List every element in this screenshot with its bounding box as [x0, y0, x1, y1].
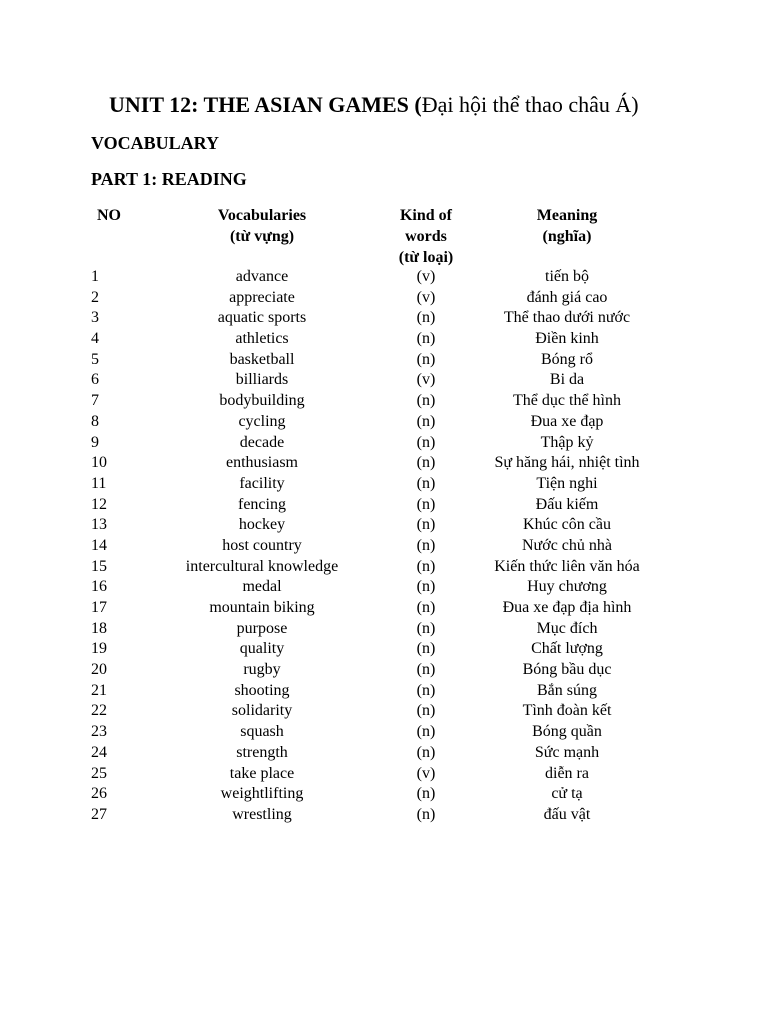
- word-kind: (n): [416, 412, 436, 430]
- vocabulary-word: bodybuilding: [219, 392, 305, 410]
- column-header-meaning-line1: Meaning: [536, 207, 598, 224]
- word-meaning: Bắn súng: [537, 681, 597, 699]
- word-meaning: Đua xe đạp địa hình: [502, 599, 632, 616]
- row-number: 8: [91, 412, 99, 430]
- row-number: 6: [91, 371, 99, 389]
- column-header-kind-line3: (từ loại): [398, 249, 454, 266]
- vocabulary-word: athletics: [235, 330, 289, 348]
- column-header-kind-line2: words: [405, 228, 447, 245]
- vocabulary-word: aquatic sports: [217, 309, 307, 327]
- vocabulary-word: medal: [242, 578, 282, 596]
- word-meaning: Tiện nghi: [536, 474, 598, 492]
- table-row: [0, 288, 768, 309]
- vocabulary-word: rugby: [243, 661, 281, 679]
- word-meaning: đánh giá cao: [526, 288, 608, 306]
- word-kind: (n): [416, 619, 436, 637]
- word-meaning: Bi da: [549, 371, 585, 389]
- word-kind: (n): [416, 392, 436, 410]
- word-kind: (n): [416, 495, 436, 513]
- word-kind: (n): [416, 578, 436, 596]
- column-header-no: [97, 205, 129, 226]
- table-row: [0, 805, 768, 826]
- vocabulary-word: cycling: [238, 412, 286, 430]
- row-number: 17: [91, 599, 107, 616]
- word-meaning: Chất lượng: [531, 640, 603, 658]
- table-row: [0, 598, 768, 619]
- row-number: 19: [91, 640, 107, 658]
- vocabulary-word: wrestling: [232, 805, 292, 823]
- word-kind: (v): [416, 288, 436, 306]
- row-number: 11: [91, 474, 107, 492]
- word-kind: (v): [416, 268, 436, 285]
- table-row: [0, 681, 768, 702]
- row-number: 14: [91, 536, 107, 554]
- word-meaning: Đua xe đạp: [530, 412, 604, 430]
- row-number: 21: [91, 681, 107, 699]
- section-heading-part: PART 1: READING: [91, 169, 247, 189]
- word-kind: (n): [416, 723, 436, 741]
- table-row: [0, 453, 768, 474]
- word-meaning: Nước chủ nhà: [522, 536, 612, 554]
- word-kind: (n): [416, 702, 436, 720]
- table-row: [0, 536, 768, 557]
- table-row: [0, 391, 768, 412]
- word-kind: (n): [416, 681, 436, 699]
- row-number: 13: [91, 516, 107, 534]
- column-header-meaning: [467, 205, 667, 247]
- row-number: 27: [91, 805, 107, 823]
- title-english: UNIT 12: THE ASIAN GAMES (: [109, 92, 422, 117]
- table-row: [0, 557, 768, 578]
- column-header-vocab-line2: (từ vựng): [229, 228, 295, 245]
- word-meaning: Sức mạnh: [534, 743, 600, 761]
- vocabulary-word: take place: [229, 764, 295, 782]
- word-meaning: Kiến thức liên văn hóa: [494, 557, 640, 575]
- row-number: 7: [91, 392, 99, 410]
- table-row: [0, 743, 768, 764]
- word-kind: (n): [416, 785, 436, 803]
- table-row: [0, 329, 768, 350]
- column-header-vocabularies: [162, 205, 362, 247]
- word-kind: (n): [416, 805, 436, 823]
- word-meaning: Huy chương: [527, 578, 607, 596]
- row-number: 22: [91, 702, 107, 720]
- table-row: [0, 412, 768, 433]
- vocabulary-word: intercultural knowledge: [185, 557, 339, 575]
- row-number: 3: [91, 309, 99, 327]
- vocabulary-word: decade: [239, 433, 285, 451]
- table-row: [0, 722, 768, 743]
- vocabulary-word: squash: [240, 723, 284, 741]
- table-row: [0, 515, 768, 536]
- row-number: 16: [91, 578, 107, 596]
- column-header-no-label: NO: [97, 207, 121, 224]
- word-kind: (n): [416, 640, 436, 658]
- row-number: 25: [91, 764, 107, 782]
- vocabulary-word: strength: [236, 743, 288, 761]
- word-kind: (n): [416, 516, 436, 534]
- table-row: [0, 701, 768, 722]
- word-meaning: Sự hăng hái, nhiệt tình: [494, 454, 640, 472]
- table-row: [0, 308, 768, 329]
- table-row: [0, 764, 768, 785]
- vocabulary-word: host country: [222, 536, 302, 554]
- vocabulary-word: fencing: [238, 495, 286, 513]
- word-kind: (n): [416, 661, 436, 679]
- table-row: [0, 619, 768, 640]
- row-number: 18: [91, 619, 107, 637]
- row-number: 2: [91, 288, 99, 306]
- row-number: 24: [91, 743, 107, 761]
- row-number: 23: [91, 723, 107, 741]
- page-title: [109, 92, 639, 118]
- word-kind: (n): [416, 599, 436, 616]
- word-meaning: Thập kỷ: [540, 433, 594, 451]
- section-heading-vocabulary: VOCABULARY: [91, 133, 220, 153]
- word-meaning: tiến bộ: [545, 268, 589, 285]
- word-meaning: Thể thao dưới nước: [503, 309, 631, 327]
- row-number: 26: [91, 785, 107, 803]
- table-row: [0, 267, 768, 288]
- word-meaning: Khúc côn cầu: [523, 516, 611, 534]
- vocabulary-word: enthusiasm: [226, 454, 298, 472]
- word-kind: (n): [416, 433, 436, 451]
- column-header-kind-of-words: [376, 205, 476, 268]
- vocabulary-word: facility: [239, 474, 285, 492]
- table-row: [0, 474, 768, 495]
- word-meaning: diễn ra: [545, 764, 589, 782]
- row-number: 10: [91, 454, 107, 472]
- column-header-kind-line1: Kind of: [399, 207, 452, 224]
- table-row: [0, 350, 768, 371]
- word-meaning: Bóng rổ: [541, 350, 593, 368]
- word-kind: (n): [416, 454, 436, 472]
- table-row: [0, 660, 768, 681]
- word-kind: (n): [416, 330, 436, 348]
- word-kind: (v): [416, 764, 436, 782]
- table-row: [0, 495, 768, 516]
- row-number: 4: [91, 330, 99, 348]
- word-kind: (n): [416, 350, 436, 368]
- row-number: 15: [91, 557, 107, 575]
- vocabulary-word: purpose: [236, 619, 288, 637]
- word-kind: (n): [416, 536, 436, 554]
- word-meaning: Mục đích: [536, 619, 598, 637]
- row-number: 1: [91, 268, 99, 285]
- word-meaning: Điền kinh: [535, 330, 599, 348]
- vocabulary-table-body: [0, 267, 768, 826]
- table-row: [0, 577, 768, 598]
- word-meaning: Đấu kiếm: [535, 495, 599, 513]
- vocabulary-word: appreciate: [229, 288, 295, 306]
- vocabulary-word: mountain biking: [209, 599, 315, 616]
- word-kind: (n): [416, 309, 436, 327]
- vocabulary-word: basketball: [229, 350, 295, 368]
- column-header-meaning-line2: (nghĩa): [542, 228, 592, 245]
- vocabulary-word: weightlifting: [220, 785, 304, 803]
- vocabulary-word: hockey: [238, 516, 286, 534]
- row-number: 12: [91, 495, 107, 513]
- word-kind: (n): [416, 743, 436, 761]
- table-row: [0, 433, 768, 454]
- table-row: [0, 370, 768, 391]
- word-meaning: Bóng bầu dục: [522, 661, 612, 679]
- vocabulary-word: shooting: [234, 681, 290, 699]
- row-number: 20: [91, 661, 107, 679]
- vocabulary-word: advance: [235, 268, 289, 285]
- word-meaning: đấu vật: [543, 805, 591, 823]
- word-meaning: cử tạ: [551, 785, 583, 803]
- vocabulary-word: billiards: [235, 371, 289, 389]
- row-number: 5: [91, 350, 99, 368]
- word-meaning: Bóng quần: [532, 723, 602, 741]
- vocabulary-word: solidarity: [231, 702, 293, 720]
- word-meaning: Thể dục thể hình: [513, 392, 621, 410]
- row-number: 9: [91, 433, 99, 451]
- word-kind: (v): [416, 371, 436, 389]
- table-row: [0, 784, 768, 805]
- table-row: [0, 639, 768, 660]
- word-meaning: Tình đoàn kết: [522, 702, 612, 720]
- column-header-vocab-line1: Vocabularies: [217, 207, 307, 224]
- word-kind: (n): [416, 474, 436, 492]
- vocabulary-word: quality: [239, 640, 285, 658]
- word-kind: (n): [416, 557, 436, 575]
- title-vietnamese: Đại hội thể thao châu Á): [421, 92, 639, 117]
